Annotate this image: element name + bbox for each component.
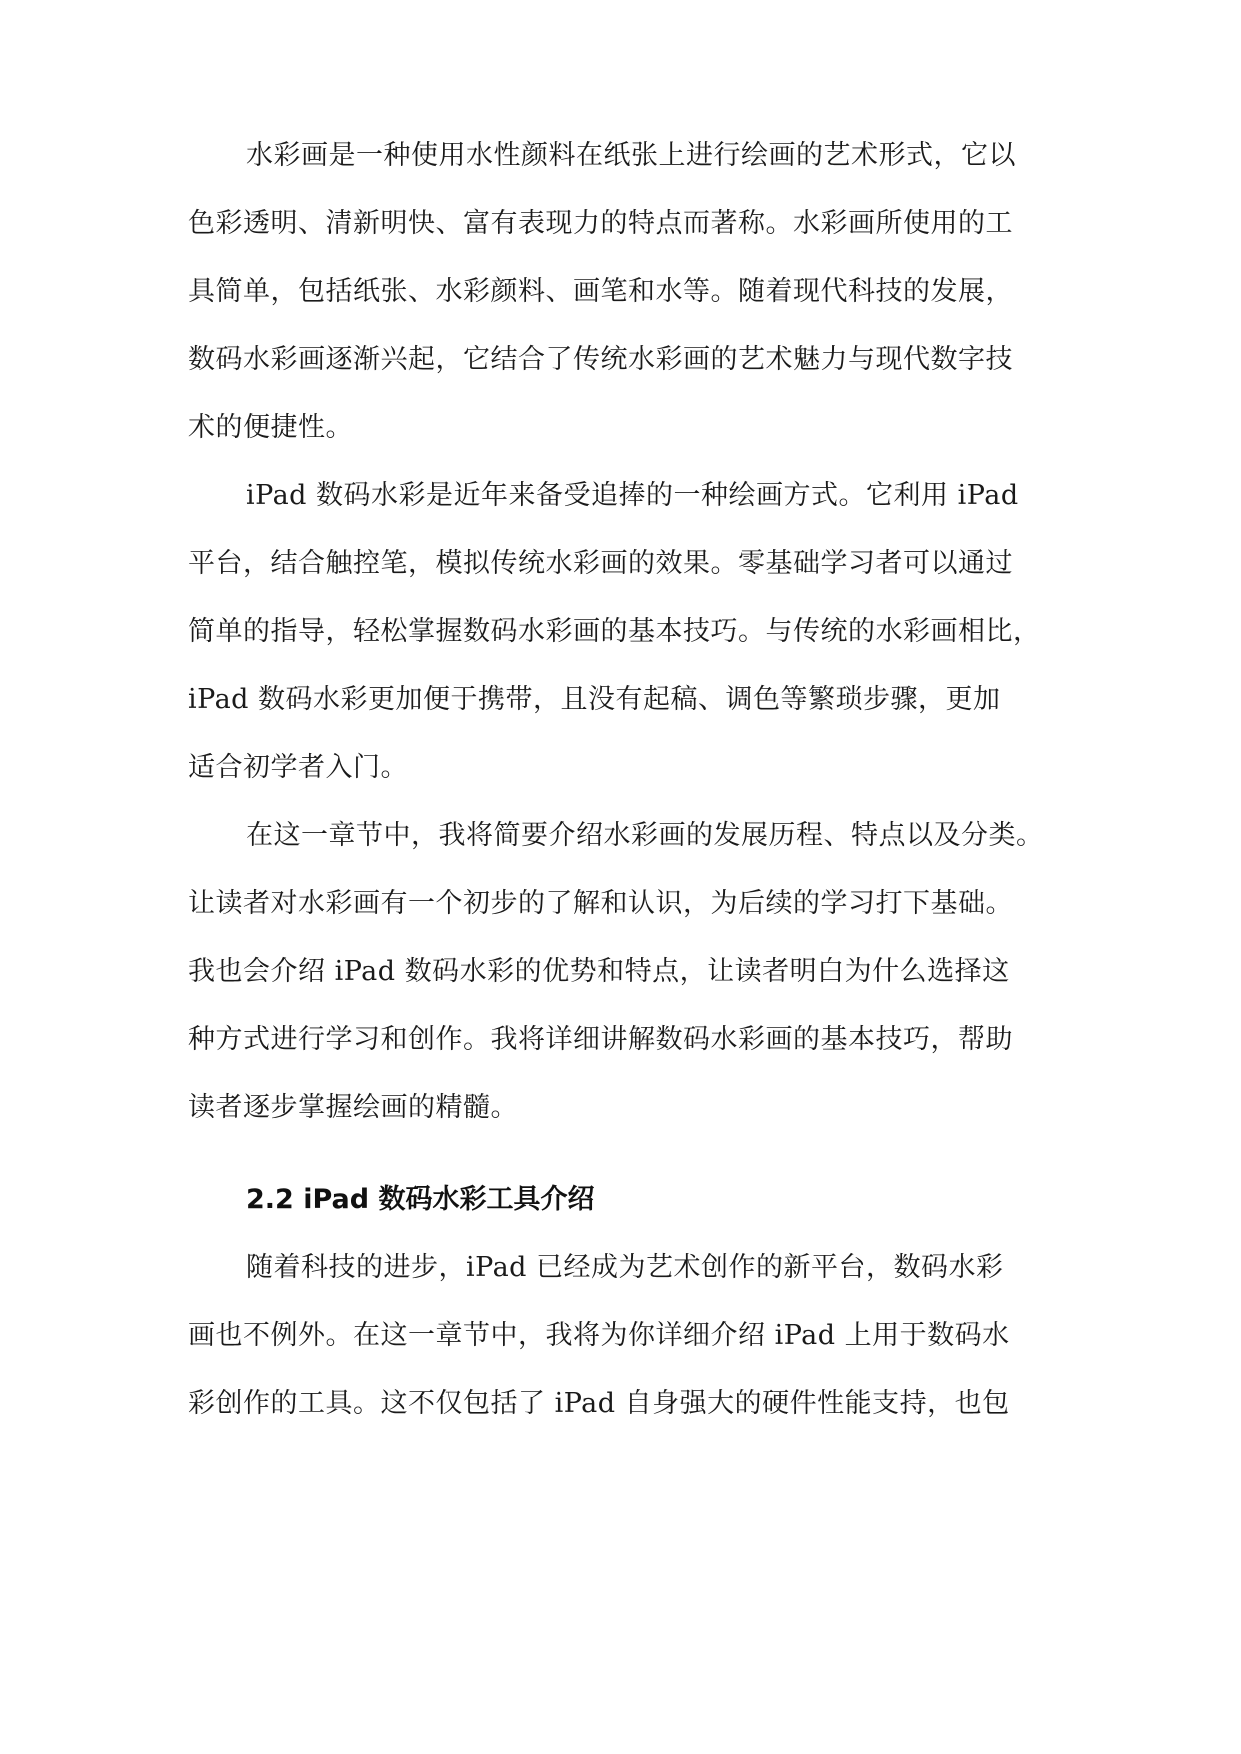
paragraph-2-line-4: iPad 数码水彩更加便于携带，且没有起稿、调色等繁琐步骤，更加 [188, 684, 1001, 715]
paragraph-3-line-2: 让读者对水彩画有一个初步的了解和认识，为后续的学习打下基础。 [188, 888, 1013, 919]
paragraph-1-line-4: 数码水彩画逐渐兴起，它结合了传统水彩画的艺术魅力与现代数字技 [188, 344, 1013, 375]
paragraph-1-line-1: 水彩画是一种使用水性颜料在纸张上进行绘画的艺术形式，它以 [246, 140, 1016, 171]
paragraph-3-line-5: 读者逐步掌握绘画的精髓。 [188, 1092, 518, 1123]
paragraph-3-line-1: 在这一章节中，我将简要介绍水彩画的发展历程、特点以及分类。 [246, 820, 1044, 851]
section-heading: 2.2 iPad 数码水彩工具介绍 [246, 1184, 595, 1215]
section-paragraph-line-1: 随着科技的进步，iPad 已经成为艺术创作的新平台，数码水彩 [246, 1252, 1004, 1283]
paragraph-3-line-3: 我也会介绍 iPad 数码水彩的优势和特点，让读者明白为什么选择这 [188, 956, 1010, 987]
paragraph-3-line-4: 种方式进行学习和创作。我将详细讲解数码水彩画的基本技巧，帮助 [188, 1024, 1013, 1055]
paragraph-2-line-1: iPad 数码水彩是近年来备受追捧的一种绘画方式。它利用 iPad [246, 480, 1019, 511]
paragraph-2-line-2: 平台，结合触控笔，模拟传统水彩画的效果。零基础学习者可以通过 [188, 548, 1013, 579]
section-paragraph-line-2: 画也不例外。在这一章节中，我将为你详细介绍 iPad 上用于数码水 [188, 1320, 1010, 1351]
paragraph-1-line-5: 术的便捷性。 [188, 412, 353, 443]
paragraph-2-line-5: 适合初学者入门。 [188, 752, 408, 783]
paragraph-1-line-3: 具简单，包括纸张、水彩颜料、画笔和水等。随着现代科技的发展， [188, 276, 1013, 307]
section-paragraph-line-3: 彩创作的工具。这不仅包括了 iPad 自身强大的硬件性能支持，也包 [188, 1388, 1010, 1419]
paragraph-1-line-2: 色彩透明、清新明快、富有表现力的特点而著称。水彩画所使用的工 [188, 208, 1013, 239]
paragraph-2-line-3: 简单的指导，轻松掌握数码水彩画的基本技巧。与传统的水彩画相比， [188, 616, 1041, 647]
